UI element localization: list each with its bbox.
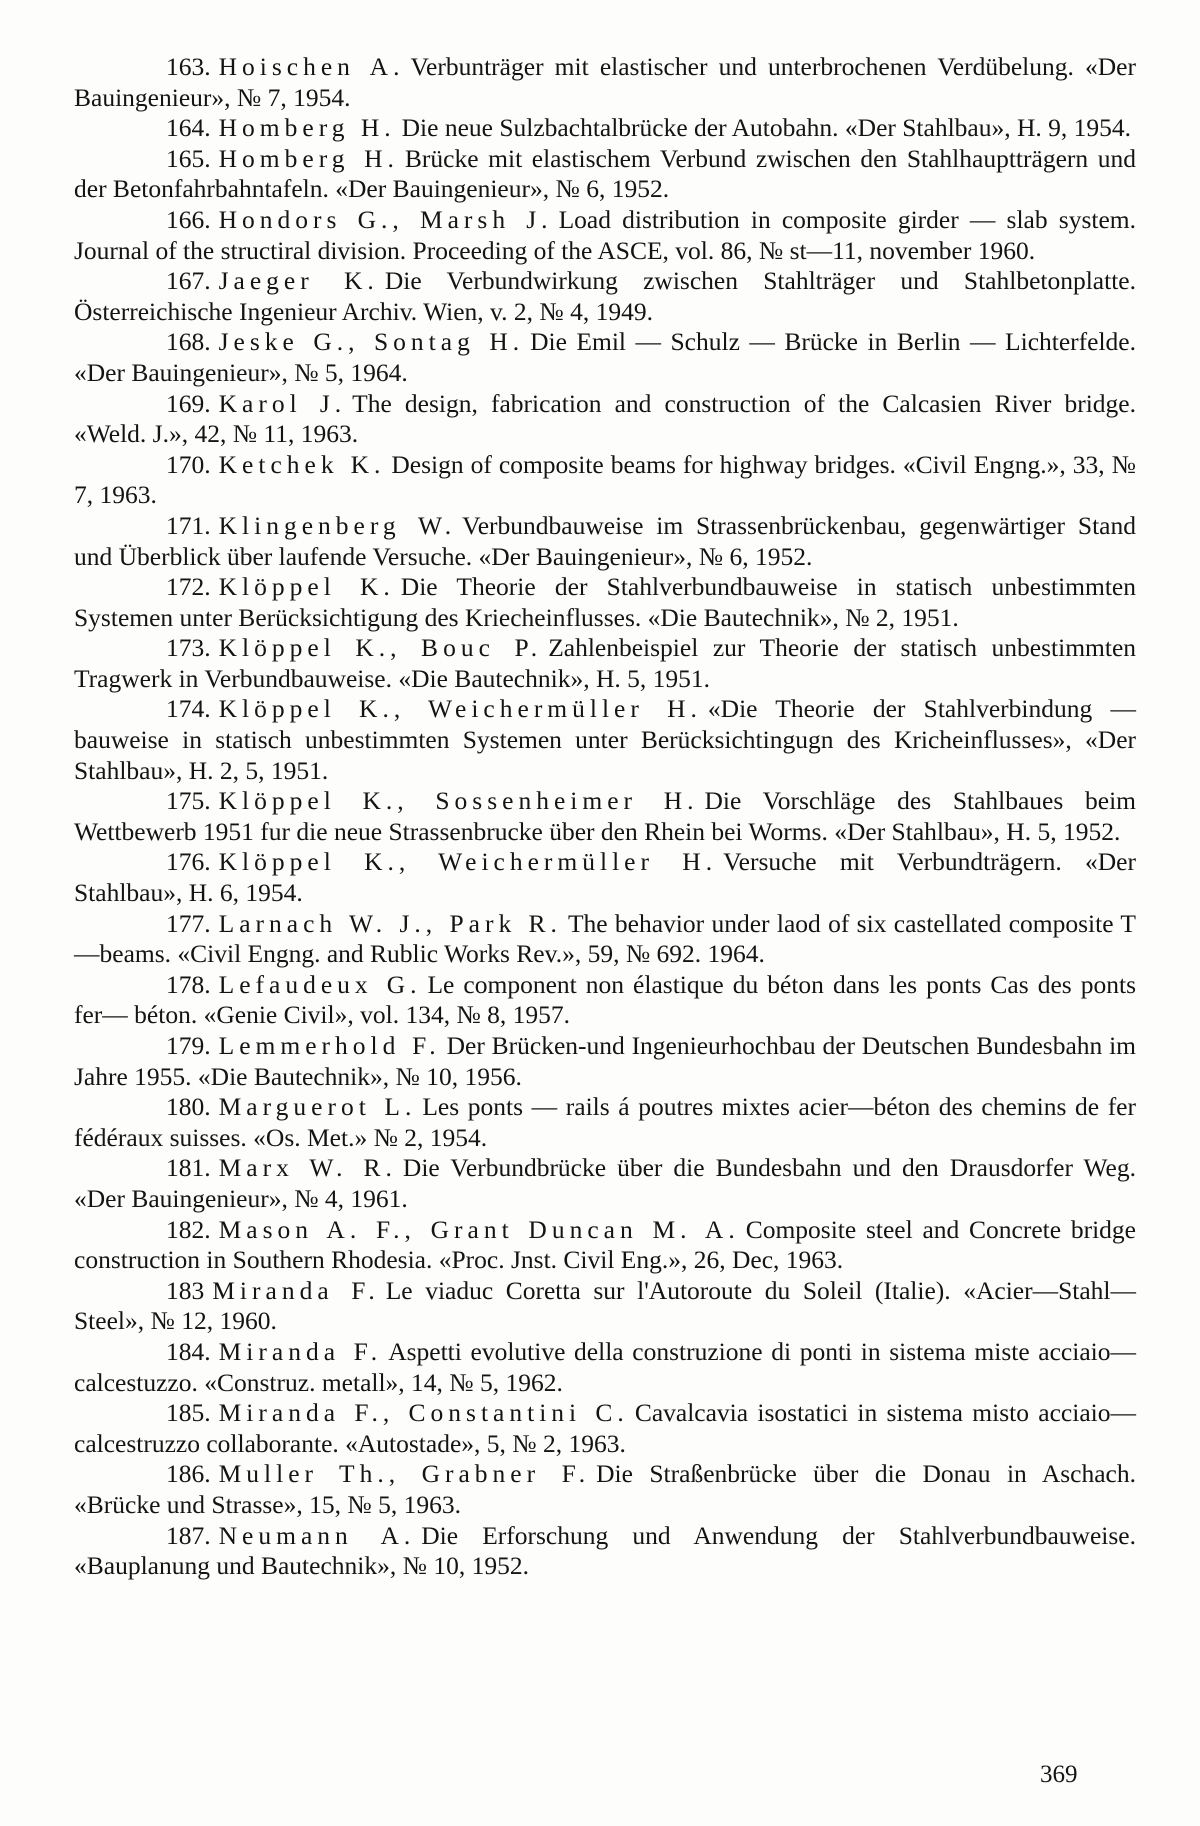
reference-entry (74, 1031, 1136, 1092)
reference-text: Le component non élastique du béton dans les ponts Cas des ponts fer— béton. «Genie Civil», vol. 134, № 8, 1957. (74, 969, 1136, 1030)
reference-number: 170. (166, 449, 211, 479)
reference-number: 181. (166, 1153, 211, 1183)
reference-entry (74, 909, 1136, 970)
reference-number: 186. (166, 1459, 211, 1489)
reference-number: 166. (166, 204, 211, 234)
reference-entry (74, 633, 1136, 694)
reference-text: Die Verbundwirkung zwischen Stahlträger und Stahlbetonplatte. Österreichische Ingenieur Archiv. Wien, v. 2, № 4, 1949. (74, 266, 1136, 326)
reference-entry (74, 572, 1136, 633)
reference-text: Le viaduc Coretta sur l'Autoroute du Soleil (Italie). «Acier—Stahl—Steel», № 12, 1960. (74, 1275, 1137, 1336)
reference-text: Die Emil — Schulz — Brücke in Berlin — Lichterfelde. «Der Bauingenieur», № 5, 1964. (74, 327, 1136, 387)
reference-entry (74, 694, 1136, 786)
reference-text: Aspetti evolutive della construzione di ponti in sistema miste acciaio—calcestuzzo. «Construz. metall», 14, № 5, 1962. (74, 1336, 1136, 1397)
reference-author: Hondors G., Marsh J. (218, 204, 553, 234)
reference-author: Klöppel K., Sossenheimer H. (218, 786, 699, 816)
reference-author: Klingenberg W. (218, 510, 457, 540)
reference-author: Mason A. F., Grant Duncan M. A. (218, 1214, 740, 1244)
reference-text: «Die Theorie der Stahlverbindung — bauweise in statisch unbestimmten Systemen unter Berücksichtingugn des Kricheinflusses», «Der Stahlbau», H. 2, 5, 1951. (74, 694, 1136, 785)
reference-author: Miranda F. (218, 1336, 383, 1366)
reference-text: The behavior under laod of six castellated composite T—beams. «Civil Engng. and Rublic Works Rev.», 59, № 692. 1964. (74, 908, 1136, 969)
reference-author: Homberg H. (218, 143, 399, 173)
reference-number: 180. (166, 1092, 211, 1122)
reference-entry (74, 113, 1136, 144)
reference-number: 178. (166, 969, 211, 999)
reference-number: 167. (166, 266, 211, 296)
reference-author: Ketchek K. (218, 449, 386, 479)
reference-text: Der Brücken-und Ingenieurhochbau der Deutschen Bundesbahn im Jahre 1955. «Die Bautechnik», № 10, 1956. (74, 1031, 1136, 1091)
reference-text: Die Erforschung und Anwendung der Stahlverbundbauweise. «Bauplanung und Bautechnik», № 10, 1952. (74, 1520, 1136, 1581)
reference-text: Verbundbauweise im Strassenbrückenbau, gegenwärtiger Stand und Überblick über laufende Versuche. «Der Bauingenieur», № 6, 1952. (74, 510, 1136, 571)
reference-text: Load distribution in composite girder — slab system. Journal of the structiral division. Proceeding of the ASCE, vol. 86, № st—11, november 1960. (74, 204, 1136, 265)
reference-text: Verbunträger mit elastischer und unterbrochenen Verdübelung. «Der Bauingenieur», № 7, 1954. (74, 52, 1136, 112)
reference-text: Die Theorie der Stahlverbundbauweise in statisch unbestimmten Systemen unter Berücksichtigung des Kriecheinflusses. «Die Bautechnik», № 2, 1951. (74, 572, 1136, 632)
reference-number: 174. (166, 694, 211, 724)
reference-number: 184. (166, 1336, 211, 1366)
reference-entry (74, 1398, 1136, 1459)
reference-text: Die Vorschläge des Stahlbaues beim Wettbewerb 1951 fur die neue Strassenbrucke über den Rhein bei Worms. «Der Stahlbau», H. 5, 1952. (74, 786, 1136, 846)
reference-text: The design, fabrication and construction of the Calcasien River bridge. «Weld. J.», 42, № 11, 1963. (74, 388, 1136, 449)
reference-text: Versuche mit Verbundträgern. «Der Stahlbau», H. 6, 1954. (74, 847, 1136, 908)
reference-entry (74, 1459, 1136, 1520)
reference-author: Muller Th., Grabner F. (218, 1459, 591, 1489)
reference-author: Larnach W. J., Park R. (218, 908, 562, 938)
reference-text: Les ponts — rails á poutres mixtes acier—béton des chemins de fer fédéraux suisses. «Os. Met.» № 2, 1954. (74, 1092, 1136, 1152)
reference-author: Miranda F. (212, 1275, 380, 1305)
reference-author: Lefaudeux G. (218, 969, 422, 999)
reference-entry (74, 450, 1136, 511)
reference-text: Die Straßenbrücke über die Donau in Aschach. «Brücke und Strasse», 15, № 5, 1963. (74, 1459, 1136, 1519)
reference-author: Marx W. R. (218, 1153, 397, 1183)
reference-entry (74, 1092, 1136, 1153)
reference-number: 165. (166, 143, 211, 173)
reference-text: Cavalcavia isostatici in sistema misto acciaio—calcestruzzo collaborante. «Autostade», 5, № 2, 1963. (74, 1398, 1136, 1458)
reference-entry (74, 1521, 1136, 1582)
reference-number: 176. (166, 847, 211, 877)
reference-entry (74, 847, 1136, 908)
reference-number: 179. (166, 1031, 211, 1060)
reference-entry (74, 52, 1136, 113)
reference-text: Zahlenbeispiel zur Theorie der statisch unbestimmten Tragwerk in Verbundbauweise. «Die Bautechnik», H. 5, 1951. (74, 633, 1137, 693)
reference-number: 163. (166, 52, 211, 81)
reference-author: Jaeger K. (218, 266, 379, 296)
reference-number: 177. (166, 908, 211, 938)
reference-entry (74, 1337, 1136, 1398)
reference-entry (74, 511, 1136, 572)
reference-number: 169. (166, 388, 211, 418)
reference-author: Klöppel K., Weichermüller H. (218, 847, 718, 877)
reference-number: 172. (166, 572, 211, 602)
reference-author: Marguerot L. (218, 1092, 417, 1122)
reference-entry (74, 1215, 1136, 1276)
reference-entry (74, 786, 1136, 847)
reference-author: Neumann A. (218, 1520, 416, 1550)
reference-entry (74, 205, 1136, 266)
reference-text: Composite steel and Concrete bridge construction in Southern Rhodesia. «Proc. Jnst. Civil Eng.», 26, Dec, 1963. (74, 1214, 1136, 1275)
reference-number: 175. (166, 786, 211, 816)
reference-author: Lemmerhold F. (218, 1031, 441, 1060)
reference-number: 182. (166, 1214, 211, 1244)
reference-number: 185. (166, 1398, 211, 1428)
reference-text: Brücke mit elastischem Verbund zwischen den Stahlhauptträgern und der Betonfahrbahntafeln. «Der Bauingenieur», № 6, 1952. (74, 143, 1136, 204)
reference-entry (74, 144, 1136, 205)
reference-author: Hoischen A. (218, 52, 405, 81)
reference-number: 171. (166, 510, 211, 540)
reference-text: Design of composite beams for highway bridges. «Civil Engng.», 33, № 7, 1963. (74, 449, 1136, 510)
reference-number: 183 (166, 1275, 205, 1305)
reference-number: 187. (166, 1520, 211, 1550)
reference-author: Jeske G., Sontag H. (218, 327, 525, 357)
reference-number: 173. (166, 633, 211, 663)
reference-number: 168. (166, 327, 211, 357)
reference-list (74, 52, 1136, 1582)
reference-author: Karol J. (218, 388, 347, 418)
reference-entry (74, 1276, 1136, 1337)
reference-entry (74, 1153, 1136, 1214)
reference-author: Klöppel K., Bouc P. (218, 633, 543, 663)
reference-entry (74, 970, 1136, 1031)
page-number: 369 (1040, 1761, 1078, 1788)
reference-entry (74, 266, 1136, 327)
reference-entry (74, 327, 1136, 388)
reference-text: Die neue Sulzbachtalbrücke der Autobahn. «Der Stahlbau», H. 9, 1954. (401, 113, 1132, 143)
reference-author: Klöppel K. (218, 572, 395, 602)
reference-author: Klöppel K., Weichermüller H. (218, 694, 702, 724)
reference-author: Homberg H. (218, 113, 396, 143)
reference-author: Miranda F., Constantini C. (218, 1398, 629, 1428)
reference-text: Die Verbundbrücke über die Bundesbahn und den Drausdorfer Weg. «Der Bauingenieur», № 4, 1961. (74, 1153, 1136, 1213)
reference-number: 164. (166, 113, 211, 143)
reference-entry (74, 389, 1136, 450)
